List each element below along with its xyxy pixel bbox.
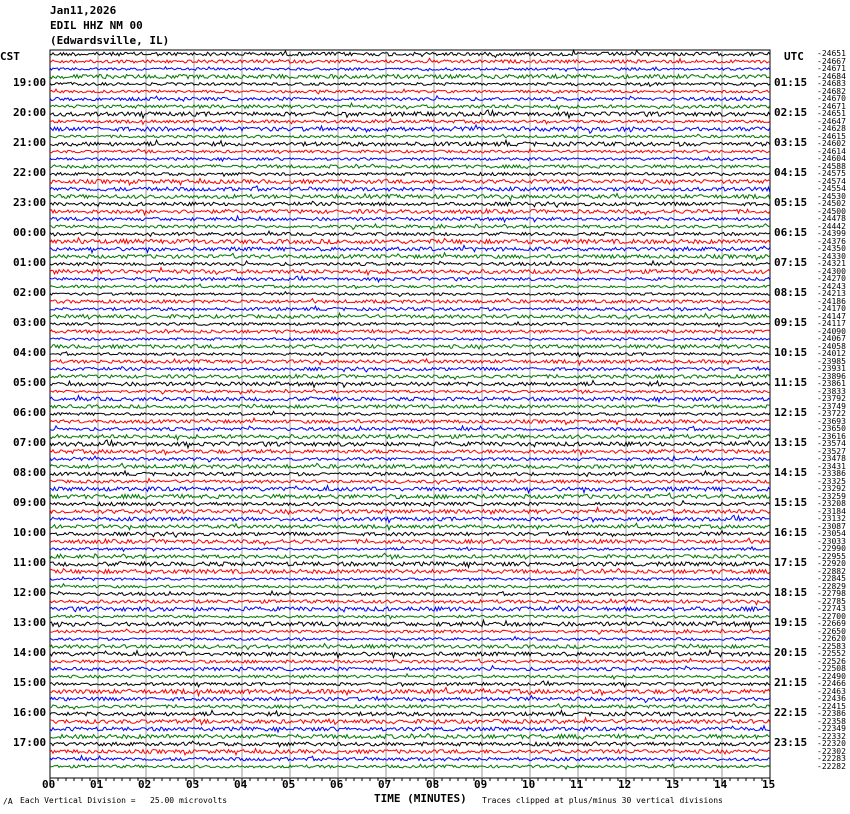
trace-row	[50, 381, 770, 388]
trace-row	[50, 515, 770, 522]
left-hour-label: 20:00	[13, 106, 47, 119]
row-count-label: -24682	[817, 86, 846, 96]
trace-row	[50, 284, 770, 289]
trace-row	[50, 352, 770, 357]
right-hour-label: 19:15	[774, 616, 808, 629]
row-count-label: -22882	[817, 566, 846, 576]
row-count-label: -22743	[817, 604, 846, 613]
x-tick-label: 08	[426, 778, 440, 791]
row-count-label: -22508	[817, 664, 846, 673]
x-tick-label: 05	[282, 778, 296, 791]
trace-row	[50, 523, 770, 530]
trace-row	[50, 67, 770, 72]
trace-row	[50, 231, 770, 236]
trace-row	[50, 659, 770, 664]
row-count-label: -24067	[817, 334, 846, 343]
row-count-label: -23650	[817, 424, 846, 433]
trace-row	[50, 704, 770, 709]
row-count-label: -23184	[817, 506, 846, 516]
trace-row	[50, 471, 770, 477]
x-tick-label: 13	[666, 778, 680, 791]
row-count-label: -22583	[817, 641, 846, 651]
right-hour-label: 09:15	[774, 316, 808, 329]
row-count-label: -24614	[817, 146, 846, 156]
row-count-label: -23325	[817, 476, 846, 486]
right-hour-label: 05:15	[774, 196, 808, 209]
row-count-label: -24012	[817, 349, 846, 358]
row-count-label: -24671	[817, 64, 846, 73]
row-count-label: -24647	[817, 116, 846, 126]
trace-row	[50, 172, 770, 176]
right-hour-label: 03:15	[774, 136, 808, 149]
trace-row	[50, 119, 770, 125]
row-count-label: -24530	[817, 191, 846, 201]
trace-row	[50, 440, 770, 448]
trace-row	[50, 650, 770, 658]
x-tick-label: 04	[234, 778, 248, 791]
trace-row	[50, 463, 770, 468]
left-hour-label: 05:00	[13, 376, 47, 389]
row-count-label: -24670	[817, 94, 846, 103]
row-count-label: -24147	[817, 311, 846, 321]
row-count-label: -23931	[817, 364, 846, 373]
right-hour-label: 20:15	[774, 646, 808, 659]
trace-row	[50, 710, 770, 716]
trace-row	[50, 74, 770, 78]
row-count-label: -23132	[817, 514, 846, 523]
trace-row	[50, 718, 770, 725]
left-hour-label: 01:00	[13, 256, 47, 269]
left-hour-label: 15:00	[13, 676, 47, 689]
station-location: (Edwardsville, IL)	[50, 34, 170, 47]
right-hour-label: 21:15	[774, 676, 808, 689]
trace-row	[50, 253, 770, 260]
row-count-label: -22386	[817, 709, 846, 718]
right-hour-label: 14:15	[774, 466, 808, 479]
row-count-label: -22490	[817, 671, 846, 681]
x-tick-label: 11	[570, 778, 584, 791]
chart-date: Jan11,2026	[50, 4, 117, 17]
row-count-label: -22332	[817, 731, 846, 741]
x-tick-label: 03	[186, 778, 200, 791]
trace-row	[50, 681, 770, 687]
row-count-label: -22785	[817, 596, 846, 606]
row-count-label: -24321	[817, 259, 846, 268]
left-hour-label: 21:00	[13, 136, 47, 149]
row-count-label: -24683	[817, 79, 846, 88]
trace-row	[50, 629, 770, 634]
left-hour-label: 22:00	[13, 166, 47, 179]
trace-row	[50, 322, 770, 327]
trace-row	[50, 637, 770, 641]
trace-row	[50, 756, 770, 761]
left-timezone-label: CST	[0, 50, 20, 63]
trace-row	[50, 389, 770, 394]
trace-row	[50, 216, 770, 222]
row-count-label: -24500	[817, 206, 846, 216]
trace-row	[50, 538, 770, 545]
trace-row	[50, 479, 770, 485]
trace-row	[50, 450, 770, 455]
row-count-label: -23033	[817, 536, 846, 546]
x-tick-label: 02	[138, 778, 152, 791]
trace-row	[50, 306, 770, 311]
trace-row	[50, 110, 770, 118]
row-count-label: -23985	[817, 356, 846, 366]
row-count-label: -22829	[817, 581, 846, 591]
row-count-label: -24170	[817, 304, 846, 313]
x-tick-label: 15	[762, 778, 776, 791]
right-hour-label: 10:15	[774, 346, 808, 359]
x-tick-label: 06	[330, 778, 344, 791]
trace-row	[50, 615, 770, 619]
trace-row	[50, 125, 770, 133]
x-tick-label: 00	[42, 778, 56, 791]
trace-row	[50, 644, 770, 650]
trace-row	[50, 531, 770, 537]
trace-row	[50, 367, 770, 372]
trace-row	[50, 577, 770, 581]
row-count-label: -23749	[817, 401, 846, 411]
left-hour-label: 17:00	[13, 736, 47, 749]
trace-row	[50, 547, 770, 552]
right-hour-label: 06:15	[774, 226, 808, 239]
trace-row	[50, 553, 770, 559]
trace-row	[50, 741, 770, 747]
trace-row	[50, 261, 770, 266]
row-count-label: -22415	[817, 701, 846, 711]
trace-row	[50, 50, 770, 57]
row-count-label: -22845	[817, 574, 846, 583]
trace-row	[50, 726, 770, 732]
trace-row	[50, 238, 770, 244]
row-count-label: -22358	[817, 716, 846, 726]
left-hour-label: 02:00	[13, 286, 47, 299]
trace-row	[50, 179, 770, 185]
row-count-label: -22650	[817, 626, 846, 636]
right-hour-label: 04:15	[774, 166, 808, 179]
trace-row	[50, 140, 770, 146]
row-count-label: -24671	[817, 101, 846, 111]
left-hour-label: 13:00	[13, 616, 47, 629]
left-hour-label: 23:00	[13, 196, 47, 209]
row-count-label: -23792	[817, 394, 846, 403]
trace-row	[50, 359, 770, 365]
left-hour-label: 03:00	[13, 316, 47, 329]
trace-row	[50, 493, 770, 499]
row-count-label: -23693	[817, 416, 846, 426]
left-hour-label: 19:00	[13, 76, 47, 89]
row-count-label: -22620	[817, 634, 846, 643]
row-count-label: -24615	[817, 131, 846, 141]
trace-row	[50, 591, 770, 596]
row-count-label: -23208	[817, 499, 846, 508]
trace-row	[50, 411, 770, 416]
trace-row	[50, 89, 770, 94]
scale-note: Each Vertical Division = 25.00 microvolts	[20, 796, 228, 805]
row-count-label: -24554	[817, 184, 846, 193]
row-count-label: -23722	[817, 409, 846, 418]
trace-row	[50, 338, 770, 341]
trace-row	[50, 329, 770, 334]
right-hour-label: 13:15	[774, 436, 808, 449]
trace-row	[50, 224, 770, 230]
right-hour-label: 08:15	[774, 286, 808, 299]
trace-row	[50, 687, 770, 695]
trace-row	[50, 674, 770, 679]
right-hour-label: 23:15	[774, 736, 808, 749]
row-count-label: -24684	[817, 71, 846, 81]
trace-row	[50, 164, 770, 168]
row-count-label: -22436	[817, 694, 846, 703]
trace-row	[50, 404, 770, 408]
trace-row	[50, 508, 770, 515]
left-hour-label: 16:00	[13, 706, 47, 719]
trace-row	[50, 620, 770, 628]
right-hour-label: 02:15	[774, 106, 808, 119]
trace-row	[50, 134, 770, 138]
row-count-label: -24058	[817, 341, 846, 351]
left-hour-label: 12:00	[13, 586, 47, 599]
row-count-label: -22798	[817, 589, 846, 598]
trace-row	[50, 374, 770, 379]
left-hour-label: 10:00	[13, 526, 47, 539]
row-count-label: -22466	[817, 679, 846, 688]
x-tick-label: 12	[618, 778, 632, 791]
row-count-label: -24604	[817, 154, 846, 163]
row-count-label: -23087	[817, 521, 846, 531]
trace-row	[50, 345, 770, 349]
trace-row	[50, 696, 770, 703]
row-count-label: -23861	[817, 379, 846, 388]
trace-row	[50, 606, 770, 612]
trace-row	[50, 209, 770, 215]
right-hour-label: 15:15	[774, 496, 808, 509]
trace-row	[50, 599, 770, 605]
trace-row	[50, 501, 770, 507]
x-tick-label: 14	[714, 778, 728, 791]
trace-row	[50, 96, 770, 101]
x-tick-label: 09	[474, 778, 488, 791]
x-tick-label: 01	[90, 778, 104, 791]
left-hour-label: 07:00	[13, 436, 47, 449]
corner-mark: /A	[3, 797, 13, 806]
trace-row	[50, 276, 770, 282]
row-count-label: -23833	[817, 386, 846, 396]
trace-row	[50, 299, 770, 304]
trace-row	[50, 435, 770, 440]
row-count-label: -24350	[817, 244, 846, 253]
left-hour-label: 14:00	[13, 646, 47, 659]
row-count-label: -23292	[817, 484, 846, 493]
trace-row	[50, 313, 770, 319]
left-hour-label: 08:00	[13, 466, 47, 479]
station-id: EDIL HHZ NM 00	[50, 19, 143, 32]
row-count-label: -22955	[817, 551, 846, 561]
right-hour-label: 16:15	[774, 526, 808, 539]
row-count-label: -24442	[817, 221, 846, 231]
trace-row	[50, 245, 770, 252]
row-count-label: -23259	[817, 491, 846, 501]
row-count-label: -24376	[817, 236, 846, 246]
trace-row	[50, 149, 770, 154]
trace-row	[50, 292, 770, 297]
row-count-label: -22320	[817, 739, 846, 748]
row-count-label: -24628	[817, 124, 846, 133]
row-count-label: -22552	[817, 649, 846, 658]
left-hour-label: 04:00	[13, 346, 47, 359]
row-count-label: -23896	[817, 371, 846, 381]
row-count-label: -23431	[817, 461, 846, 471]
row-count-label: -23478	[817, 454, 846, 463]
x-tick-label: 07	[378, 778, 392, 791]
right-timezone-label: UTC	[784, 50, 804, 63]
left-hour-label: 00:00	[13, 226, 47, 239]
trace-row	[50, 194, 770, 201]
row-count-label: -24330	[817, 251, 846, 261]
row-count-label: -22283	[817, 754, 846, 763]
row-count-label: -22282	[817, 761, 846, 771]
trace-row	[50, 486, 770, 493]
row-count-label: -24575	[817, 169, 846, 178]
row-count-label: -22302	[817, 746, 846, 756]
row-count-label: -22526	[817, 656, 846, 666]
trace-row	[50, 58, 770, 63]
trace-row	[50, 562, 770, 568]
row-count-label: -23054	[817, 529, 846, 538]
trace-row	[50, 584, 770, 589]
row-count-label: -24090	[817, 326, 846, 336]
row-count-label: -22669	[817, 619, 846, 628]
left-hour-label: 06:00	[13, 406, 47, 419]
trace-row	[50, 201, 770, 207]
row-count-label: -22463	[817, 686, 846, 696]
trace-row	[50, 157, 770, 161]
trace-row	[50, 396, 770, 402]
row-count-label: -24574	[817, 176, 846, 186]
trace-row	[50, 734, 770, 740]
right-hour-label: 07:15	[774, 256, 808, 269]
row-count-label: -23527	[817, 446, 846, 456]
right-hour-label: 01:15	[774, 76, 808, 89]
row-count-label: -24651	[817, 49, 846, 58]
trace-row	[50, 764, 770, 769]
right-hour-label: 22:15	[774, 706, 808, 719]
row-count-label: -24602	[817, 139, 846, 148]
trace-row	[50, 666, 770, 672]
right-hour-label: 12:15	[774, 406, 808, 419]
row-count-label: -24117	[817, 319, 846, 328]
row-count-label: -22700	[817, 611, 846, 621]
row-count-label: -23386	[817, 469, 846, 478]
row-count-label: -24243	[817, 281, 846, 291]
row-count-label: -24651	[817, 109, 846, 118]
trace-row	[50, 426, 770, 431]
row-count-label: -22920	[817, 559, 846, 568]
row-count-label: -22349	[817, 724, 846, 733]
trace-row	[50, 569, 770, 574]
row-count-label: -24270	[817, 274, 846, 283]
trace-row	[50, 749, 770, 755]
row-count-label: -23616	[817, 431, 846, 441]
row-count-label: -24399	[817, 229, 846, 238]
row-count-label: -24300	[817, 266, 846, 276]
right-hour-label: 18:15	[774, 586, 808, 599]
right-hour-label: 17:15	[774, 556, 808, 569]
left-hour-label: 11:00	[13, 556, 47, 569]
trace-row	[50, 103, 770, 109]
right-hour-label: 11:15	[774, 376, 808, 389]
row-count-label: -24186	[817, 296, 846, 306]
x-axis-title: TIME (MINUTES)	[374, 792, 467, 805]
clip-note: Traces clipped at plus/minus 30 vertical divisions	[482, 796, 723, 805]
row-count-label: -24478	[817, 214, 846, 223]
row-count-label: -22990	[817, 544, 846, 553]
trace-row	[50, 418, 770, 424]
trace-row	[50, 456, 770, 462]
row-count-label: -24502	[817, 199, 846, 208]
trace-row	[50, 82, 770, 86]
x-tick-label: 10	[522, 778, 536, 791]
row-count-label: -23574	[817, 439, 846, 448]
trace-row	[50, 186, 770, 193]
left-hour-label: 09:00	[13, 496, 47, 509]
row-count-label: -24588	[817, 161, 846, 171]
trace-row	[50, 268, 770, 275]
row-count-label: -24667	[817, 56, 846, 66]
row-count-label: -24213	[817, 289, 846, 298]
